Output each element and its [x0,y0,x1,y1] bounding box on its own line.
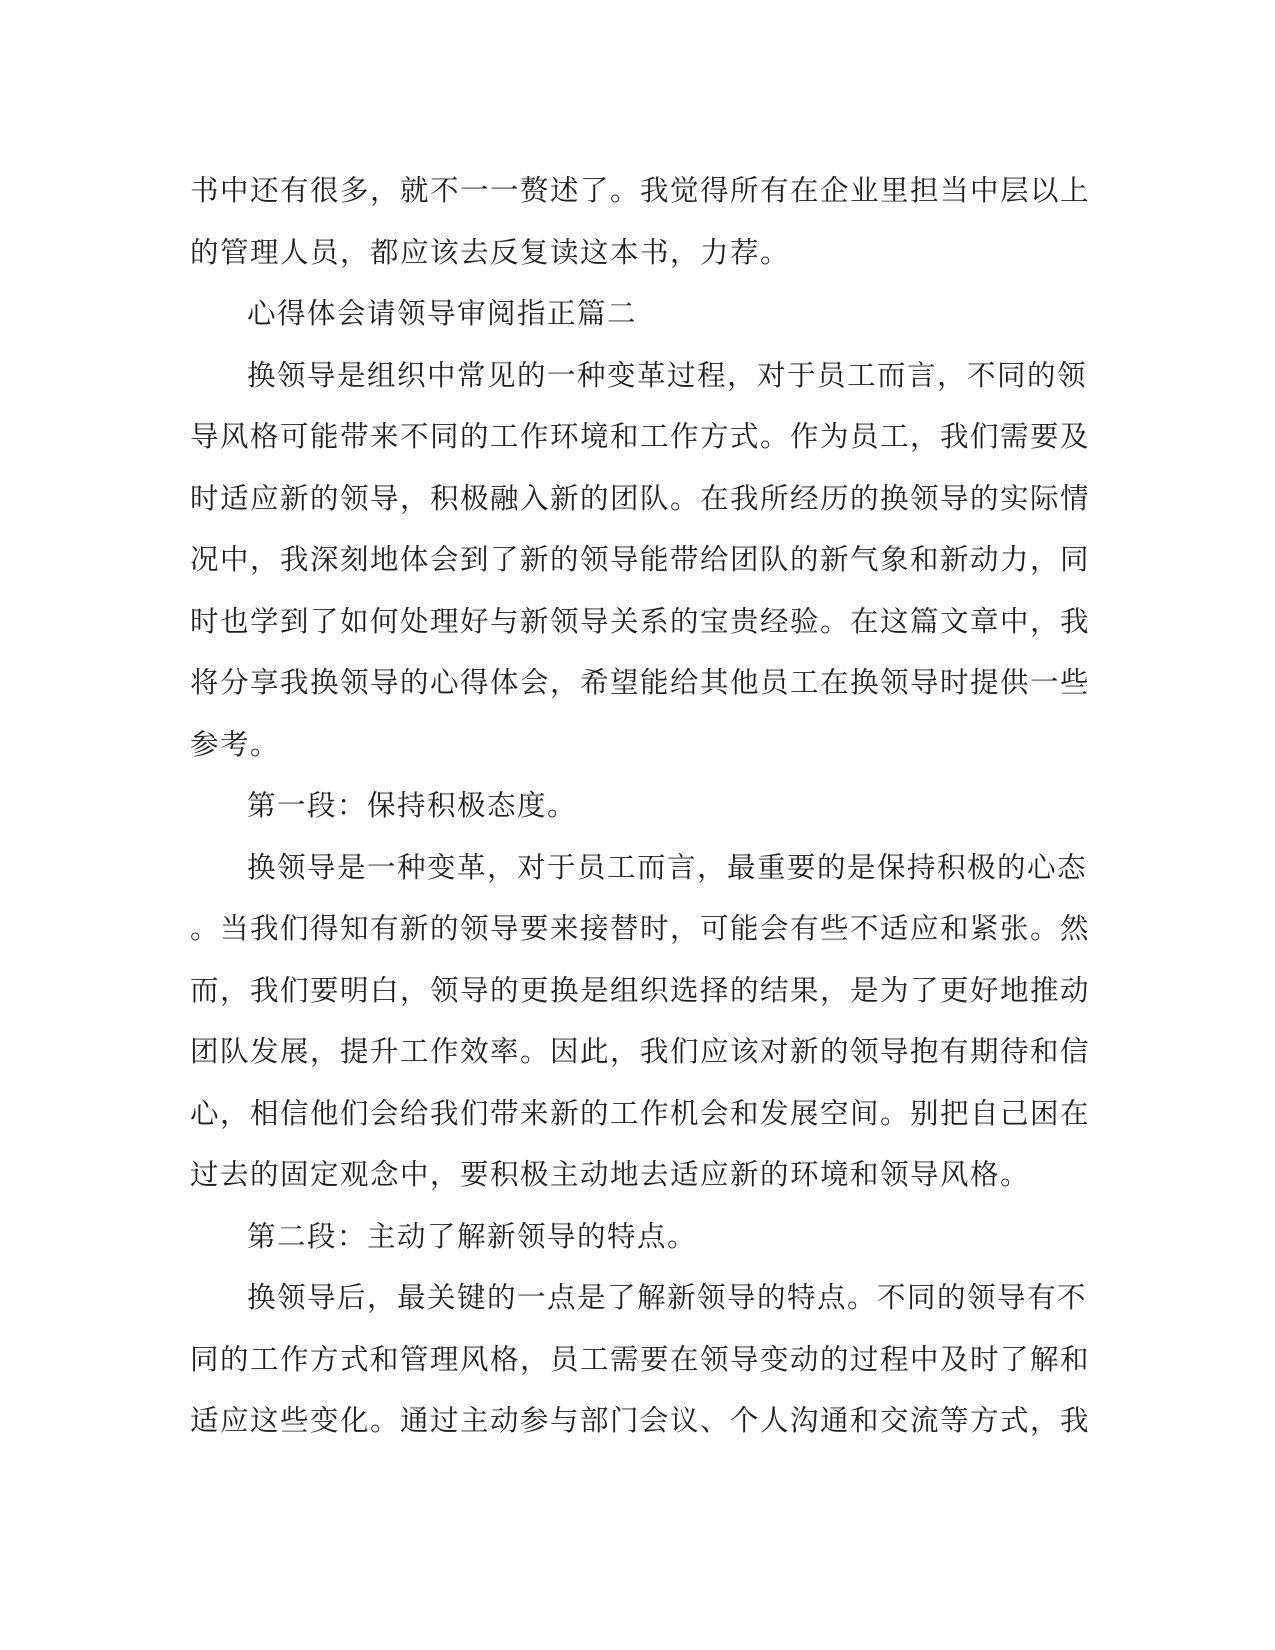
text-line: 时也学到了如何处理好与新领导关系的宝贵经验。在这篇文章中，我 [190,604,1091,638]
text-line: 导风格可能带来不同的工作环境和工作方式。作为员工，我们需要及 [190,420,1091,453]
document-body [190,160,1091,1452]
paragraph-continuation [190,160,1091,283]
subheading-second-section [190,1206,1082,1268]
section-heading [190,283,1082,345]
text-line: 参考。 [190,727,281,761]
paragraph-first-section [190,837,1091,1206]
text-line: 团队发展，提升工作效率。因此，我们应该对新的领导抱有期待和信 [190,1035,1091,1068]
text-line: 换领导后，最关键的一点是了解新领导的特点。不同的领导有不 [247,1281,1088,1314]
text-line: 将分享我换领导的心得体会，希望能给其他员工在换领导时提供一些 [190,666,1091,699]
paragraph-intro [190,345,1091,776]
text-line: 况中，我深刻地体会到了新的领导能带给团队的新气象和新动力，同 [190,543,1091,576]
text-line: 。当我们得知有新的领导要来接替时，可能会有些不适应和紧张。然 [190,912,1091,945]
text-line: 换领导是组织中常见的一种变革过程，对于员工而言，不同的领 [247,358,1088,392]
text-line: 第二段：主动了解新领导的特点。 [247,1219,698,1253]
subheading-first-section [190,775,1082,837]
paragraph-second-section [190,1267,1091,1452]
text-line: 书中还有很多，就不一一赘述了。我觉得所有在企业里担当中层以上 [190,174,1091,207]
text-line: 第一段：保持积极态度。 [247,789,578,822]
text-line: 适应这些变化。通过主动参与部门会议、个人沟通和交流等方式，我 [190,1404,1091,1437]
text-line: 换领导是一种变革，对于员工而言，最重要的是保持积极的心态 [247,850,1088,884]
text-line: 时适应新的领导，积极融入新的团队。在我所经历的换领导的实际情 [190,481,1091,515]
text-line: 同的工作方式和管理风格，员工需要在领导变动的过程中及时了解和 [190,1342,1091,1376]
text-line: 心得体会请领导审阅指正篇二 [247,297,638,330]
text-line: 而，我们要明白，领导的更换是组织选择的结果，是为了更好地推动 [190,973,1091,1007]
text-line: 心，相信他们会给我们带来新的工作机会和发展空间。别把自己困在 [190,1096,1091,1130]
text-line: 的管理人员，都应该去反复读这本书，力荐。 [190,235,791,269]
text-line: 过去的固定观念中，要积极主动地去适应新的环境和领导风格。 [190,1158,1031,1191]
